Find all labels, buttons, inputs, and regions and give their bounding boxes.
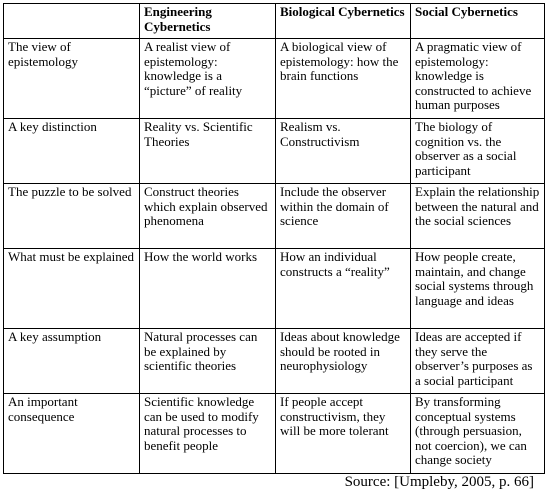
social-cell: How people create, maintain, and change social systems through language and ideas — [411, 249, 545, 329]
biological-cell: Ideas about knowledge should be rooted in neurophysiology — [276, 329, 411, 394]
biological-cell: Realism vs. Constructivism — [276, 119, 411, 184]
table-row — [4, 249, 545, 329]
row-label: The puzzle to be solved — [4, 184, 140, 249]
engineering-cell: Construct theories which explain observed phenomena — [140, 184, 276, 249]
header-social-cybernetics: Social Cybernetics — [411, 4, 545, 39]
biological-cell: If people accept constructivism, they will be more tolerant — [276, 394, 411, 474]
row-label: The view of epistemology — [4, 39, 140, 119]
social-cell: Ideas are accepted if they serve the observer’s purposes as a social participant — [411, 329, 545, 394]
social-cell: Explain the relationship between the natural and the social sciences — [411, 184, 545, 249]
engineering-cell: Reality vs. Scientific Theories — [140, 119, 276, 184]
table-row — [4, 184, 545, 249]
engineering-cell: A realist view of epistemology: knowledge is a “picture” of reality — [140, 39, 276, 119]
source-citation: Source: [Umpleby, 2005, p. 66] — [344, 474, 534, 490]
engineering-cell: How the world works — [140, 249, 276, 329]
header-row — [4, 4, 545, 39]
biological-cell: A biological view of epistemology: how the brain functions — [276, 39, 411, 119]
table-row — [4, 39, 545, 119]
header-engineering-cybernetics: Engineering Cybernetics — [140, 4, 276, 39]
table-row — [4, 394, 545, 474]
biological-cell: Include the observer within the domain of science — [276, 184, 411, 249]
social-cell: A pragmatic view of epistemology: knowledge is constructed to achieve human purposes — [411, 39, 545, 119]
table-row — [4, 329, 545, 394]
header-biological-cybernetics: Biological Cybernetics — [276, 4, 411, 39]
row-label: What must be explained — [4, 249, 140, 329]
header-empty-cell — [4, 4, 140, 39]
social-cell: By transforming conceptual systems (through persuasion, not coercion), we can change society — [411, 394, 545, 474]
engineering-cell: Natural processes can be explained by scientific theories — [140, 329, 276, 394]
table-row — [4, 119, 545, 184]
social-cell: The biology of cognition vs. the observer as a social participant — [411, 119, 545, 184]
biological-cell: How an individual constructs a “reality” — [276, 249, 411, 329]
engineering-cell: Scientific knowledge can be used to modify natural processes to benefit people — [140, 394, 276, 474]
row-label: A key distinction — [4, 119, 140, 184]
row-label: A key assumption — [4, 329, 140, 394]
cybernetics-comparison-table — [3, 3, 545, 474]
row-label: An important consequence — [4, 394, 140, 474]
cybernetics-comparison-table-wrapper — [3, 3, 545, 474]
